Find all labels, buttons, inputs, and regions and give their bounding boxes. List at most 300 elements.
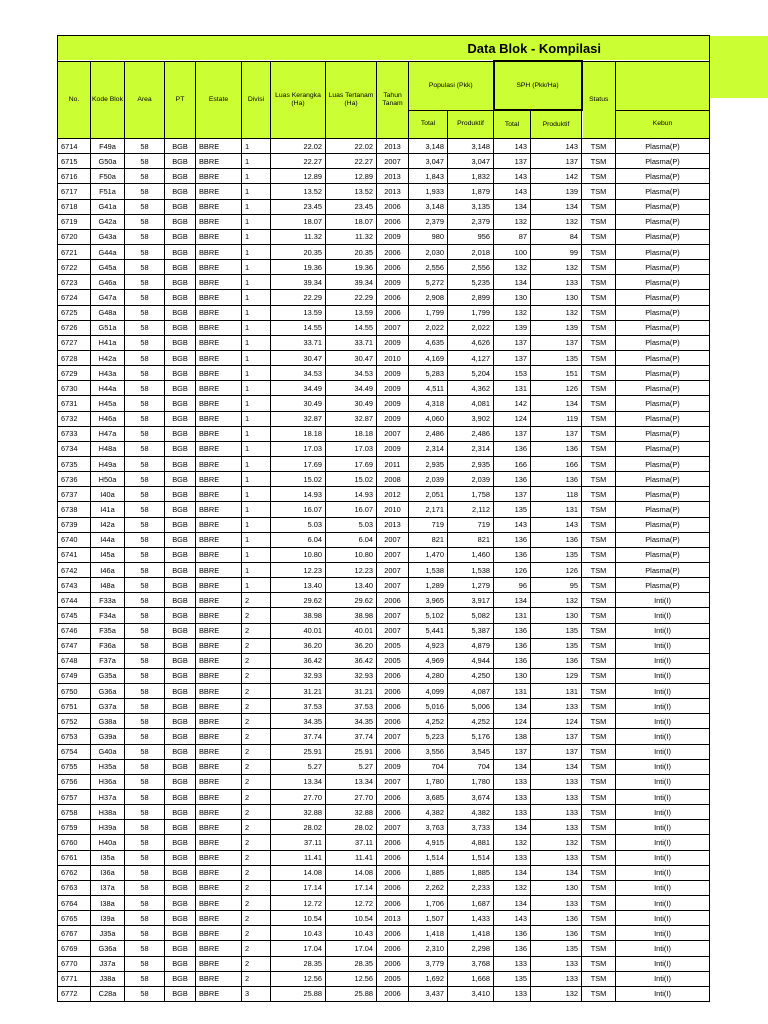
cell-kebun[interactable]: Inti(I) <box>616 744 710 759</box>
cell-pt[interactable]: BGB <box>165 275 196 290</box>
cell-populasi-total[interactable]: 3,437 <box>409 986 448 1001</box>
cell-populasi-total[interactable]: 980 <box>409 229 448 244</box>
cell-status[interactable]: TSM <box>582 260 616 275</box>
cell-pt[interactable]: BGB <box>165 139 196 154</box>
cell-sph-produktif[interactable]: 136 <box>531 911 582 926</box>
cell-tahun-tanam[interactable]: 2013 <box>377 139 409 154</box>
cell-status[interactable]: TSM <box>582 880 616 895</box>
cell-luas-tertanam[interactable]: 13.59 <box>326 305 377 320</box>
cell-kebun[interactable]: Plasma(P) <box>616 517 710 532</box>
cell-populasi-produktif[interactable]: 4,879 <box>448 638 494 653</box>
cell-status[interactable]: TSM <box>582 744 616 759</box>
cell-area[interactable]: 58 <box>125 244 165 259</box>
cell-status[interactable]: TSM <box>582 926 616 941</box>
cell-no[interactable]: 6734 <box>58 441 91 456</box>
cell-divisi[interactable]: 2 <box>242 668 271 683</box>
cell-luas-tertanam[interactable]: 31.21 <box>326 684 377 699</box>
cell-kode-blok[interactable]: I42a <box>91 517 125 532</box>
cell-estate[interactable]: BBRE <box>196 366 242 381</box>
cell-area[interactable]: 58 <box>125 790 165 805</box>
cell-luas-tertanam[interactable]: 10.80 <box>326 547 377 562</box>
cell-no[interactable]: 6758 <box>58 805 91 820</box>
cell-no[interactable]: 6763 <box>58 880 91 895</box>
cell-sph-total[interactable]: 130 <box>494 290 531 305</box>
cell-kode-blok[interactable]: I44a <box>91 532 125 547</box>
cell-status[interactable]: TSM <box>582 729 616 744</box>
cell-sph-total[interactable]: 130 <box>494 668 531 683</box>
cell-kebun[interactable]: Plasma(P) <box>616 426 710 441</box>
cell-status[interactable]: TSM <box>582 547 616 562</box>
cell-sph-total[interactable]: 96 <box>494 578 531 593</box>
cell-pt[interactable]: BGB <box>165 774 196 789</box>
cell-sph-produktif[interactable]: 143 <box>531 139 582 154</box>
cell-kode-blok[interactable]: G51a <box>91 320 125 335</box>
cell-tahun-tanam[interactable]: 2011 <box>377 456 409 471</box>
cell-pt[interactable]: BGB <box>165 366 196 381</box>
cell-status[interactable]: TSM <box>582 350 616 365</box>
cell-area[interactable]: 58 <box>125 684 165 699</box>
cell-tahun-tanam[interactable]: 2006 <box>377 214 409 229</box>
cell-sph-total[interactable]: 142 <box>494 396 531 411</box>
cell-sph-total[interactable]: 132 <box>494 880 531 895</box>
cell-estate[interactable]: BBRE <box>196 820 242 835</box>
cell-luas-kerangka[interactable]: 12.89 <box>271 169 326 184</box>
cell-divisi[interactable]: 2 <box>242 729 271 744</box>
cell-populasi-total[interactable]: 2,039 <box>409 472 448 487</box>
cell-kebun[interactable]: Plasma(P) <box>616 381 710 396</box>
cell-luas-kerangka[interactable]: 11.41 <box>271 850 326 865</box>
cell-sph-total[interactable]: 134 <box>494 275 531 290</box>
cell-area[interactable]: 58 <box>125 850 165 865</box>
cell-estate[interactable]: BBRE <box>196 956 242 971</box>
cell-kode-blok[interactable]: H42a <box>91 350 125 365</box>
cell-tahun-tanam[interactable]: 2006 <box>377 199 409 214</box>
cell-populasi-produktif[interactable]: 1,460 <box>448 547 494 562</box>
cell-area[interactable]: 58 <box>125 668 165 683</box>
cell-populasi-produktif[interactable]: 1,879 <box>448 184 494 199</box>
cell-status[interactable]: TSM <box>582 517 616 532</box>
cell-kebun[interactable]: Inti(I) <box>616 956 710 971</box>
cell-kebun[interactable]: Plasma(P) <box>616 154 710 169</box>
cell-pt[interactable]: BGB <box>165 986 196 1001</box>
cell-sph-produktif[interactable]: 132 <box>531 986 582 1001</box>
cell-pt[interactable]: BGB <box>165 517 196 532</box>
cell-status[interactable]: TSM <box>582 956 616 971</box>
cell-populasi-total[interactable]: 3,556 <box>409 744 448 759</box>
cell-luas-kerangka[interactable]: 30.47 <box>271 350 326 365</box>
cell-kode-blok[interactable]: J38a <box>91 971 125 986</box>
cell-divisi[interactable]: 1 <box>242 275 271 290</box>
cell-sph-total[interactable]: 131 <box>494 608 531 623</box>
cell-area[interactable]: 58 <box>125 820 165 835</box>
cell-populasi-produktif[interactable]: 4,252 <box>448 714 494 729</box>
cell-divisi[interactable]: 2 <box>242 896 271 911</box>
cell-sph-total[interactable]: 139 <box>494 320 531 335</box>
cell-kode-blok[interactable]: F35a <box>91 623 125 638</box>
cell-kebun[interactable]: Inti(I) <box>616 608 710 623</box>
cell-luas-kerangka[interactable]: 13.34 <box>271 774 326 789</box>
cell-status[interactable]: TSM <box>582 638 616 653</box>
cell-estate[interactable]: BBRE <box>196 805 242 820</box>
cell-tahun-tanam[interactable]: 2007 <box>377 320 409 335</box>
cell-tahun-tanam[interactable]: 2006 <box>377 850 409 865</box>
cell-kode-blok[interactable]: I39a <box>91 911 125 926</box>
cell-luas-kerangka[interactable]: 12.23 <box>271 562 326 577</box>
cell-pt[interactable]: BGB <box>165 411 196 426</box>
cell-no[interactable]: 6727 <box>58 335 91 350</box>
cell-tahun-tanam[interactable]: 2009 <box>377 396 409 411</box>
cell-kebun[interactable]: Inti(I) <box>616 850 710 865</box>
cell-status[interactable]: TSM <box>582 532 616 547</box>
cell-tahun-tanam[interactable]: 2013 <box>377 517 409 532</box>
cell-divisi[interactable]: 1 <box>242 411 271 426</box>
cell-kebun[interactable]: Plasma(P) <box>616 396 710 411</box>
cell-tahun-tanam[interactable]: 2006 <box>377 699 409 714</box>
cell-divisi[interactable]: 1 <box>242 350 271 365</box>
cell-kode-blok[interactable]: H35a <box>91 759 125 774</box>
cell-populasi-produktif[interactable]: 4,382 <box>448 805 494 820</box>
cell-populasi-total[interactable]: 4,511 <box>409 381 448 396</box>
cell-estate[interactable]: BBRE <box>196 381 242 396</box>
cell-populasi-produktif[interactable]: 821 <box>448 532 494 547</box>
cell-tahun-tanam[interactable]: 2005 <box>377 653 409 668</box>
cell-no[interactable]: 6746 <box>58 623 91 638</box>
cell-populasi-produktif[interactable]: 719 <box>448 517 494 532</box>
cell-sph-produktif[interactable]: 133 <box>531 805 582 820</box>
cell-kode-blok[interactable]: H41a <box>91 335 125 350</box>
cell-no[interactable]: 6726 <box>58 320 91 335</box>
cell-estate[interactable]: BBRE <box>196 305 242 320</box>
cell-sph-produktif[interactable]: 142 <box>531 169 582 184</box>
cell-luas-kerangka[interactable]: 12.72 <box>271 896 326 911</box>
cell-no[interactable]: 6733 <box>58 426 91 441</box>
cell-divisi[interactable]: 1 <box>242 396 271 411</box>
cell-kode-blok[interactable]: C28a <box>91 986 125 1001</box>
cell-luas-tertanam[interactable]: 14.08 <box>326 865 377 880</box>
cell-status[interactable]: TSM <box>582 653 616 668</box>
cell-estate[interactable]: BBRE <box>196 169 242 184</box>
cell-no[interactable]: 6756 <box>58 774 91 789</box>
cell-area[interactable]: 58 <box>125 532 165 547</box>
cell-luas-kerangka[interactable]: 17.14 <box>271 880 326 895</box>
cell-tahun-tanam[interactable]: 2007 <box>377 729 409 744</box>
cell-status[interactable]: TSM <box>582 290 616 305</box>
cell-sph-produktif[interactable]: 133 <box>531 790 582 805</box>
cell-populasi-produktif[interactable]: 3,410 <box>448 986 494 1001</box>
cell-status[interactable]: TSM <box>582 593 616 608</box>
cell-luas-tertanam[interactable]: 17.04 <box>326 941 377 956</box>
cell-area[interactable]: 58 <box>125 593 165 608</box>
cell-divisi[interactable]: 2 <box>242 774 271 789</box>
cell-no[interactable]: 6715 <box>58 154 91 169</box>
cell-status[interactable]: TSM <box>582 896 616 911</box>
cell-populasi-total[interactable]: 1,289 <box>409 578 448 593</box>
cell-sph-total[interactable]: 135 <box>494 502 531 517</box>
cell-area[interactable]: 58 <box>125 169 165 184</box>
cell-divisi[interactable]: 2 <box>242 759 271 774</box>
cell-populasi-produktif[interactable]: 2,233 <box>448 880 494 895</box>
cell-populasi-produktif[interactable]: 3,047 <box>448 154 494 169</box>
cell-kebun[interactable]: Inti(I) <box>616 699 710 714</box>
cell-estate[interactable]: BBRE <box>196 971 242 986</box>
cell-sph-total[interactable]: 131 <box>494 684 531 699</box>
cell-divisi[interactable]: 1 <box>242 139 271 154</box>
cell-luas-kerangka[interactable]: 11.32 <box>271 229 326 244</box>
cell-divisi[interactable]: 2 <box>242 880 271 895</box>
cell-kode-blok[interactable]: G50a <box>91 154 125 169</box>
cell-sph-total[interactable]: 137 <box>494 350 531 365</box>
cell-kebun[interactable]: Plasma(P) <box>616 502 710 517</box>
cell-status[interactable]: TSM <box>582 699 616 714</box>
col-header-populasi-total[interactable]: Total <box>409 110 448 139</box>
cell-divisi[interactable]: 2 <box>242 850 271 865</box>
col-header-kode-blok[interactable]: Kode Blok <box>91 61 125 139</box>
cell-tahun-tanam[interactable]: 2006 <box>377 926 409 941</box>
cell-populasi-total[interactable]: 3,779 <box>409 956 448 971</box>
cell-kebun[interactable]: Inti(I) <box>616 835 710 850</box>
cell-populasi-total[interactable]: 4,169 <box>409 350 448 365</box>
cell-status[interactable]: TSM <box>582 244 616 259</box>
cell-no[interactable]: 6725 <box>58 305 91 320</box>
cell-pt[interactable]: BGB <box>165 532 196 547</box>
cell-pt[interactable]: BGB <box>165 381 196 396</box>
cell-area[interactable]: 58 <box>125 502 165 517</box>
cell-pt[interactable]: BGB <box>165 911 196 926</box>
cell-kode-blok[interactable]: G42a <box>91 214 125 229</box>
cell-kebun[interactable]: Plasma(P) <box>616 139 710 154</box>
cell-sph-produktif[interactable]: 132 <box>531 835 582 850</box>
cell-tahun-tanam[interactable]: 2007 <box>377 774 409 789</box>
cell-area[interactable]: 58 <box>125 487 165 502</box>
cell-area[interactable]: 58 <box>125 547 165 562</box>
cell-luas-kerangka[interactable]: 30.49 <box>271 396 326 411</box>
cell-luas-kerangka[interactable]: 39.34 <box>271 275 326 290</box>
cell-populasi-produktif[interactable]: 1,758 <box>448 487 494 502</box>
cell-area[interactable]: 58 <box>125 199 165 214</box>
cell-no[interactable]: 6745 <box>58 608 91 623</box>
cell-luas-tertanam[interactable]: 33.71 <box>326 335 377 350</box>
cell-status[interactable]: TSM <box>582 441 616 456</box>
cell-status[interactable]: TSM <box>582 184 616 199</box>
cell-populasi-total[interactable]: 2,556 <box>409 260 448 275</box>
cell-estate[interactable]: BBRE <box>196 502 242 517</box>
cell-pt[interactable]: BGB <box>165 896 196 911</box>
cell-estate[interactable]: BBRE <box>196 744 242 759</box>
cell-status[interactable]: TSM <box>582 199 616 214</box>
cell-sph-produktif[interactable]: 95 <box>531 578 582 593</box>
cell-luas-tertanam[interactable]: 36.42 <box>326 653 377 668</box>
cell-estate[interactable]: BBRE <box>196 487 242 502</box>
cell-populasi-produktif[interactable]: 1,538 <box>448 562 494 577</box>
cell-sph-produktif[interactable]: 131 <box>531 684 582 699</box>
cell-luas-kerangka[interactable]: 18.07 <box>271 214 326 229</box>
cell-luas-tertanam[interactable]: 14.55 <box>326 320 377 335</box>
cell-status[interactable]: TSM <box>582 608 616 623</box>
cell-kode-blok[interactable]: I35a <box>91 850 125 865</box>
cell-sph-total[interactable]: 153 <box>494 366 531 381</box>
cell-estate[interactable]: BBRE <box>196 229 242 244</box>
cell-divisi[interactable]: 2 <box>242 926 271 941</box>
cell-status[interactable]: TSM <box>582 820 616 835</box>
cell-kebun[interactable]: Plasma(P) <box>616 335 710 350</box>
cell-pt[interactable]: BGB <box>165 699 196 714</box>
cell-status[interactable]: TSM <box>582 668 616 683</box>
cell-divisi[interactable]: 1 <box>242 305 271 320</box>
cell-pt[interactable]: BGB <box>165 154 196 169</box>
cell-estate[interactable]: BBRE <box>196 578 242 593</box>
cell-sph-produktif[interactable]: 135 <box>531 941 582 956</box>
cell-divisi[interactable]: 1 <box>242 517 271 532</box>
cell-estate[interactable]: BBRE <box>196 608 242 623</box>
cell-sph-produktif[interactable]: 134 <box>531 199 582 214</box>
cell-populasi-produktif[interactable]: 4,944 <box>448 653 494 668</box>
cell-kode-blok[interactable]: F49a <box>91 139 125 154</box>
cell-kode-blok[interactable]: I46a <box>91 562 125 577</box>
cell-kebun[interactable]: Plasma(P) <box>616 578 710 593</box>
cell-populasi-produktif[interactable]: 2,899 <box>448 290 494 305</box>
cell-estate[interactable]: BBRE <box>196 926 242 941</box>
cell-no[interactable]: 6718 <box>58 199 91 214</box>
cell-estate[interactable]: BBRE <box>196 653 242 668</box>
cell-tahun-tanam[interactable]: 2007 <box>377 154 409 169</box>
cell-populasi-produktif[interactable]: 4,626 <box>448 335 494 350</box>
cell-luas-tertanam[interactable]: 16.07 <box>326 502 377 517</box>
cell-luas-tertanam[interactable]: 13.34 <box>326 774 377 789</box>
cell-luas-kerangka[interactable]: 14.08 <box>271 865 326 880</box>
cell-luas-kerangka[interactable]: 5.27 <box>271 759 326 774</box>
cell-pt[interactable]: BGB <box>165 714 196 729</box>
cell-sph-total[interactable]: 133 <box>494 774 531 789</box>
col-header-luas-tertanam[interactable]: Luas Tertanam (Ha) <box>326 61 377 139</box>
cell-populasi-total[interactable]: 1,514 <box>409 850 448 865</box>
cell-sph-total[interactable]: 134 <box>494 199 531 214</box>
cell-sph-produktif[interactable]: 133 <box>531 699 582 714</box>
col-header-estate[interactable]: Estate <box>196 61 242 139</box>
cell-sph-total[interactable]: 100 <box>494 244 531 259</box>
cell-estate[interactable]: BBRE <box>196 320 242 335</box>
cell-no[interactable]: 6757 <box>58 790 91 805</box>
cell-status[interactable]: TSM <box>582 229 616 244</box>
cell-area[interactable]: 58 <box>125 608 165 623</box>
cell-kebun[interactable]: Inti(I) <box>616 623 710 638</box>
cell-tahun-tanam[interactable]: 2013 <box>377 911 409 926</box>
cell-area[interactable]: 58 <box>125 805 165 820</box>
cell-tahun-tanam[interactable]: 2006 <box>377 668 409 683</box>
cell-no[interactable]: 6736 <box>58 472 91 487</box>
cell-tahun-tanam[interactable]: 2006 <box>377 986 409 1001</box>
cell-pt[interactable]: BGB <box>165 441 196 456</box>
cell-luas-tertanam[interactable]: 11.32 <box>326 229 377 244</box>
cell-kode-blok[interactable]: I40a <box>91 487 125 502</box>
cell-estate[interactable]: BBRE <box>196 562 242 577</box>
cell-sph-total[interactable]: 124 <box>494 411 531 426</box>
cell-populasi-total[interactable]: 1,692 <box>409 971 448 986</box>
cell-divisi[interactable]: 2 <box>242 790 271 805</box>
cell-populasi-total[interactable]: 3,148 <box>409 199 448 214</box>
col-header-status[interactable]: Status <box>582 61 616 139</box>
cell-pt[interactable]: BGB <box>165 744 196 759</box>
cell-luas-tertanam[interactable]: 13.40 <box>326 578 377 593</box>
cell-luas-tertanam[interactable]: 12.23 <box>326 562 377 577</box>
cell-estate[interactable]: BBRE <box>196 456 242 471</box>
cell-luas-tertanam[interactable]: 13.52 <box>326 184 377 199</box>
col-header-populasi-produktif[interactable]: Produktif <box>448 110 494 139</box>
cell-divisi[interactable]: 1 <box>242 366 271 381</box>
cell-area[interactable]: 58 <box>125 744 165 759</box>
cell-populasi-total[interactable]: 1,799 <box>409 305 448 320</box>
cell-tahun-tanam[interactable]: 2007 <box>377 532 409 547</box>
cell-area[interactable]: 58 <box>125 441 165 456</box>
cell-kode-blok[interactable]: J37a <box>91 956 125 971</box>
cell-kebun[interactable]: Plasma(P) <box>616 487 710 502</box>
cell-status[interactable]: TSM <box>582 320 616 335</box>
cell-sph-produktif[interactable]: 133 <box>531 971 582 986</box>
cell-kebun[interactable]: Inti(I) <box>616 880 710 895</box>
cell-populasi-total[interactable]: 2,171 <box>409 502 448 517</box>
cell-pt[interactable]: BGB <box>165 169 196 184</box>
cell-area[interactable]: 58 <box>125 214 165 229</box>
cell-luas-tertanam[interactable]: 25.91 <box>326 744 377 759</box>
cell-luas-kerangka[interactable]: 10.54 <box>271 911 326 926</box>
cell-luas-kerangka[interactable]: 13.52 <box>271 184 326 199</box>
cell-sph-total[interactable]: 126 <box>494 562 531 577</box>
cell-kebun[interactable]: Plasma(P) <box>616 472 710 487</box>
cell-divisi[interactable]: 1 <box>242 184 271 199</box>
cell-populasi-total[interactable]: 3,685 <box>409 790 448 805</box>
cell-pt[interactable]: BGB <box>165 487 196 502</box>
cell-estate[interactable]: BBRE <box>196 668 242 683</box>
cell-no[interactable]: 6744 <box>58 593 91 608</box>
cell-luas-tertanam[interactable]: 27.70 <box>326 790 377 805</box>
cell-no[interactable]: 6716 <box>58 169 91 184</box>
cell-no[interactable]: 6772 <box>58 986 91 1001</box>
cell-status[interactable]: TSM <box>582 684 616 699</box>
cell-estate[interactable]: BBRE <box>196 729 242 744</box>
cell-kebun[interactable]: Plasma(P) <box>616 562 710 577</box>
cell-estate[interactable]: BBRE <box>196 199 242 214</box>
cell-kode-blok[interactable]: I37a <box>91 880 125 895</box>
cell-estate[interactable]: BBRE <box>196 699 242 714</box>
cell-no[interactable]: 6761 <box>58 850 91 865</box>
cell-area[interactable]: 58 <box>125 623 165 638</box>
cell-divisi[interactable]: 1 <box>242 547 271 562</box>
cell-sph-produktif[interactable]: 134 <box>531 759 582 774</box>
cell-tahun-tanam[interactable]: 2006 <box>377 835 409 850</box>
cell-luas-kerangka[interactable]: 18.18 <box>271 426 326 441</box>
cell-tahun-tanam[interactable]: 2010 <box>377 502 409 517</box>
cell-estate[interactable]: BBRE <box>196 472 242 487</box>
cell-divisi[interactable]: 2 <box>242 699 271 714</box>
cell-luas-tertanam[interactable]: 34.53 <box>326 366 377 381</box>
cell-luas-tertanam[interactable]: 12.89 <box>326 169 377 184</box>
col-header-sph[interactable]: SPH (Pkk/Ha) <box>494 61 582 110</box>
cell-luas-kerangka[interactable]: 17.69 <box>271 456 326 471</box>
cell-tahun-tanam[interactable]: 2006 <box>377 805 409 820</box>
cell-kebun[interactable]: Inti(I) <box>616 714 710 729</box>
cell-luas-tertanam[interactable]: 29.62 <box>326 593 377 608</box>
cell-populasi-produktif[interactable]: 2,018 <box>448 244 494 259</box>
cell-sph-produktif[interactable]: 118 <box>531 487 582 502</box>
cell-sph-total[interactable]: 137 <box>494 426 531 441</box>
cell-kebun[interactable]: Plasma(P) <box>616 214 710 229</box>
cell-populasi-produktif[interactable]: 1,832 <box>448 169 494 184</box>
cell-area[interactable]: 58 <box>125 320 165 335</box>
cell-sph-total[interactable]: 136 <box>494 623 531 638</box>
cell-populasi-produktif[interactable]: 2,298 <box>448 941 494 956</box>
cell-pt[interactable]: BGB <box>165 547 196 562</box>
cell-populasi-produktif[interactable]: 4,087 <box>448 684 494 699</box>
cell-kode-blok[interactable]: I45a <box>91 547 125 562</box>
